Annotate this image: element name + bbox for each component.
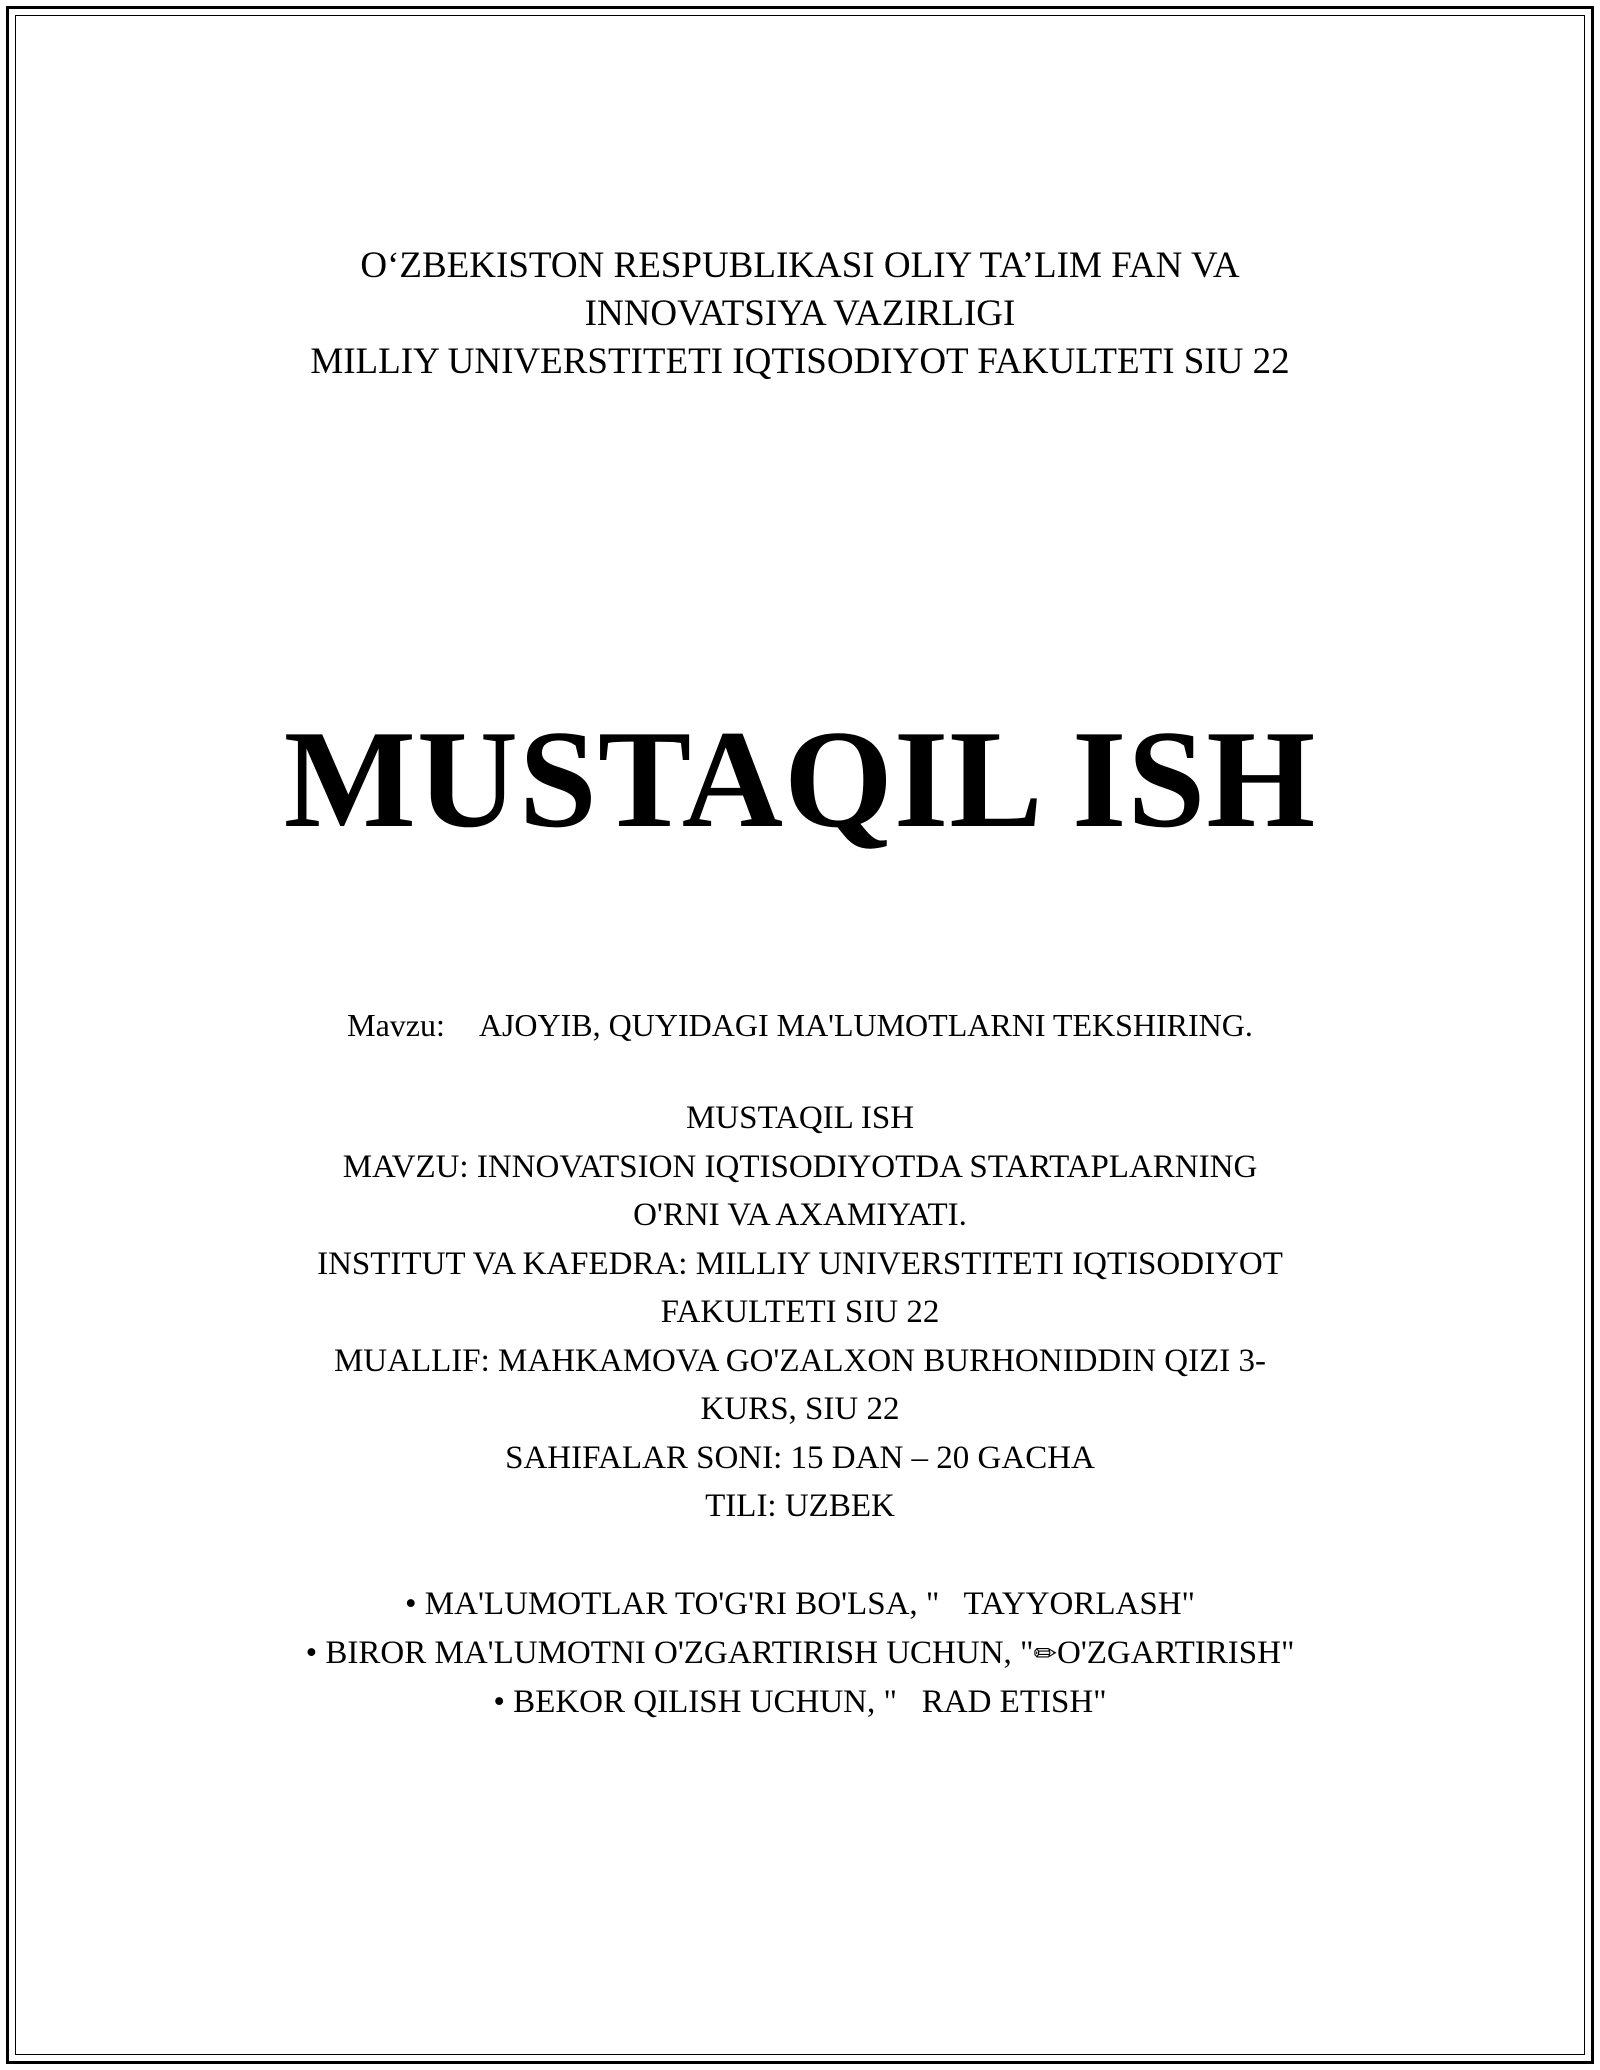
details-line: FAKULTETI SIU 22 (660, 1294, 940, 1330)
instruction-item-confirm (0, 1580, 1600, 1629)
details-block (0, 1094, 1600, 1531)
details-line: KURS, SIU 22 (700, 1391, 900, 1427)
header-line-2: INNOVATSIYA VAZIRLIGI (584, 293, 1016, 334)
pencil-icon: ✏ (1033, 1636, 1057, 1670)
instruction-edit-label: O'ZGARTIRISH" (1056, 1634, 1295, 1671)
details-line: INSTITUT VA KAFEDRA: MILLIY UNIVERSTITETI IQTISODIYOT (317, 1245, 1283, 1282)
topic-line (0, 1000, 1600, 1050)
details-line: MAVZU: INNOVATSION IQTISODIYOTDA STARTAPLARNING (342, 1148, 1258, 1185)
instruction-reject-label: RAD ETISH" (921, 1684, 1107, 1720)
topic-value: AJOYIB, QUYIDAGI MA'LUMOTLARNI TEKSHIRING. (478, 1007, 1253, 1043)
instruction-reject-text: • BEKOR QILISH UCHUN, " (493, 1684, 897, 1720)
details-line: O'RNI VA AXAMIYATI. (633, 1197, 967, 1233)
instruction-item-edit (0, 1629, 1600, 1679)
document-title: MUSTAQIL ISH (283, 702, 1317, 857)
instruction-edit-text: • BIROR MA'LUMOTNI O'ZGARTIRISH UCHUN, " (305, 1634, 1034, 1671)
details-line: MUSTAQIL ISH (685, 1100, 915, 1136)
details-line: SAHIFALAR SONI: 15 DAN – 20 GACHA (505, 1439, 1095, 1476)
details-line: TILI: UZBEK (705, 1488, 895, 1524)
header-line-3: MILLIY UNIVERSTITETI IQTISODIYOT FAKULTETI SIU 22 (310, 341, 1290, 382)
instruction-confirm-label: TAYYORLASH" (963, 1586, 1195, 1622)
header-line-1: O‘ZBEKISTON RESPUBLIKASI OLIY TA’LIM FAN VA (360, 245, 1240, 286)
instruction-item-reject (0, 1678, 1600, 1727)
ministry-header (0, 242, 1600, 386)
topic-label: Mavzu: (347, 1007, 445, 1043)
instruction-confirm-text: • MA'LUMOTLAR TO'G'RI BO'LSA, " (405, 1586, 940, 1622)
details-line: MUALLIF: MAHKAMOVA GO'ZALXON BURHONIDDIN QIZI 3- (333, 1342, 1267, 1379)
instruction-list (0, 1580, 1600, 1727)
